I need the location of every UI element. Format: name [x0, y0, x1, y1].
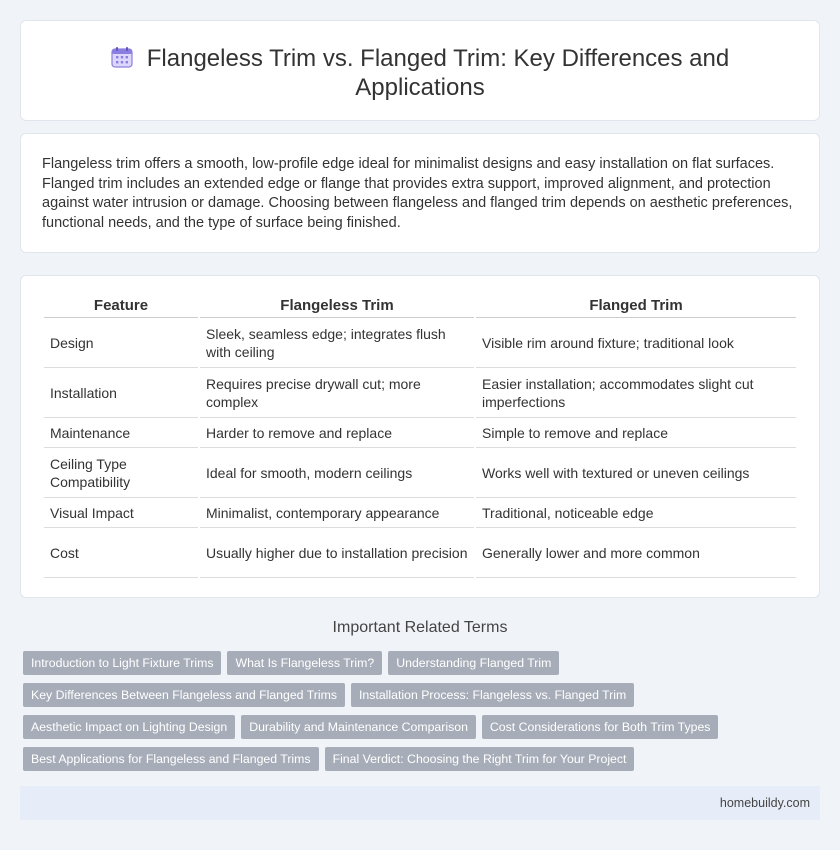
table-row — [44, 448, 796, 498]
table-cell: Installation — [44, 368, 198, 418]
table-cell: Maintenance — [44, 418, 198, 448]
tag-row — [23, 683, 640, 707]
table-header-flanged: Flanged Trim — [476, 293, 796, 318]
footer-site[interactable]: homebuildy.com — [719, 796, 810, 810]
related-tag[interactable]: Durability and Maintenance Comparison — [241, 715, 476, 739]
table-row — [44, 498, 796, 528]
calendar-icon — [111, 46, 133, 68]
table-cell: Minimalist, contemporary appearance — [200, 498, 474, 528]
table-cell: Harder to remove and replace — [200, 418, 474, 448]
table-header-flangeless: Flangeless Trim — [200, 293, 474, 318]
page-title-wrap — [21, 44, 819, 102]
table-cell: Easier installation; accommodates slight cut imperfections — [476, 368, 796, 418]
table-cell: Visual Impact — [44, 498, 198, 528]
header-card — [20, 20, 820, 121]
related-tag[interactable]: Introduction to Light Fixture Trims — [23, 651, 221, 675]
table-header-row — [44, 293, 796, 318]
related-tag[interactable]: Key Differences Between Flangeless and Flanged Trims — [23, 683, 345, 707]
related-tag[interactable]: Understanding Flanged Trim — [388, 651, 559, 675]
related-terms-title: Important Related Terms — [332, 619, 508, 636]
table-cell: Works well with textured or uneven ceilings — [476, 448, 796, 498]
comparison-table-card — [20, 275, 820, 598]
related-tag[interactable]: Aesthetic Impact on Lighting Design — [23, 715, 235, 739]
tag-row — [23, 651, 565, 675]
table-cell: Visible rim around fixture; traditional look — [476, 318, 796, 368]
tag-row — [23, 747, 640, 771]
related-tag[interactable]: Installation Process: Flangeless vs. Flanged Trim — [351, 683, 634, 707]
comparison-table — [42, 293, 798, 578]
intro-paragraph: Flangeless trim offers a smooth, low-profile edge ideal for minimalist designs and easy installation on flat surfaces. Flanged trim includes an extended edge or flange that provides extra support, improved alignment, and protection against water intrusion or damage. Choosing between flangeless and flanged trim depends on aesthetic preferences, functional needs, and the type of surface being finished. — [42, 156, 793, 231]
table-row — [44, 418, 796, 448]
related-tag[interactable]: Best Applications for Flangeless and Flanged Trims — [23, 747, 319, 771]
intro-card — [20, 133, 820, 253]
table-row — [44, 528, 796, 578]
page-title: Flangeless Trim vs. Flanged Trim: Key Differences and Applications — [146, 45, 730, 101]
footer — [20, 786, 820, 820]
table-cell: Ceiling Type Compatibility — [44, 448, 198, 498]
table-cell: Sleek, seamless edge; integrates flush with ceiling — [200, 318, 474, 368]
table-row — [44, 368, 796, 418]
table-cell: Usually higher due to installation precision — [200, 528, 474, 578]
related-tag[interactable]: Final Verdict: Choosing the Right Trim for Your Project — [325, 747, 635, 771]
tag-row — [23, 715, 724, 739]
table-cell: Ideal for smooth, modern ceilings — [200, 448, 474, 498]
table-cell: Simple to remove and replace — [476, 418, 796, 448]
table-cell: Design — [44, 318, 198, 368]
table-cell: Traditional, noticeable edge — [476, 498, 796, 528]
table-cell: Generally lower and more common — [476, 528, 796, 578]
related-tag[interactable]: What Is Flangeless Trim? — [227, 651, 382, 675]
table-header-feature: Feature — [44, 293, 198, 318]
table-cell: Cost — [44, 528, 198, 578]
related-tag[interactable]: Cost Considerations for Both Trim Types — [482, 715, 719, 739]
table-cell: Requires precise drywall cut; more complex — [200, 368, 474, 418]
table-row — [44, 318, 796, 368]
